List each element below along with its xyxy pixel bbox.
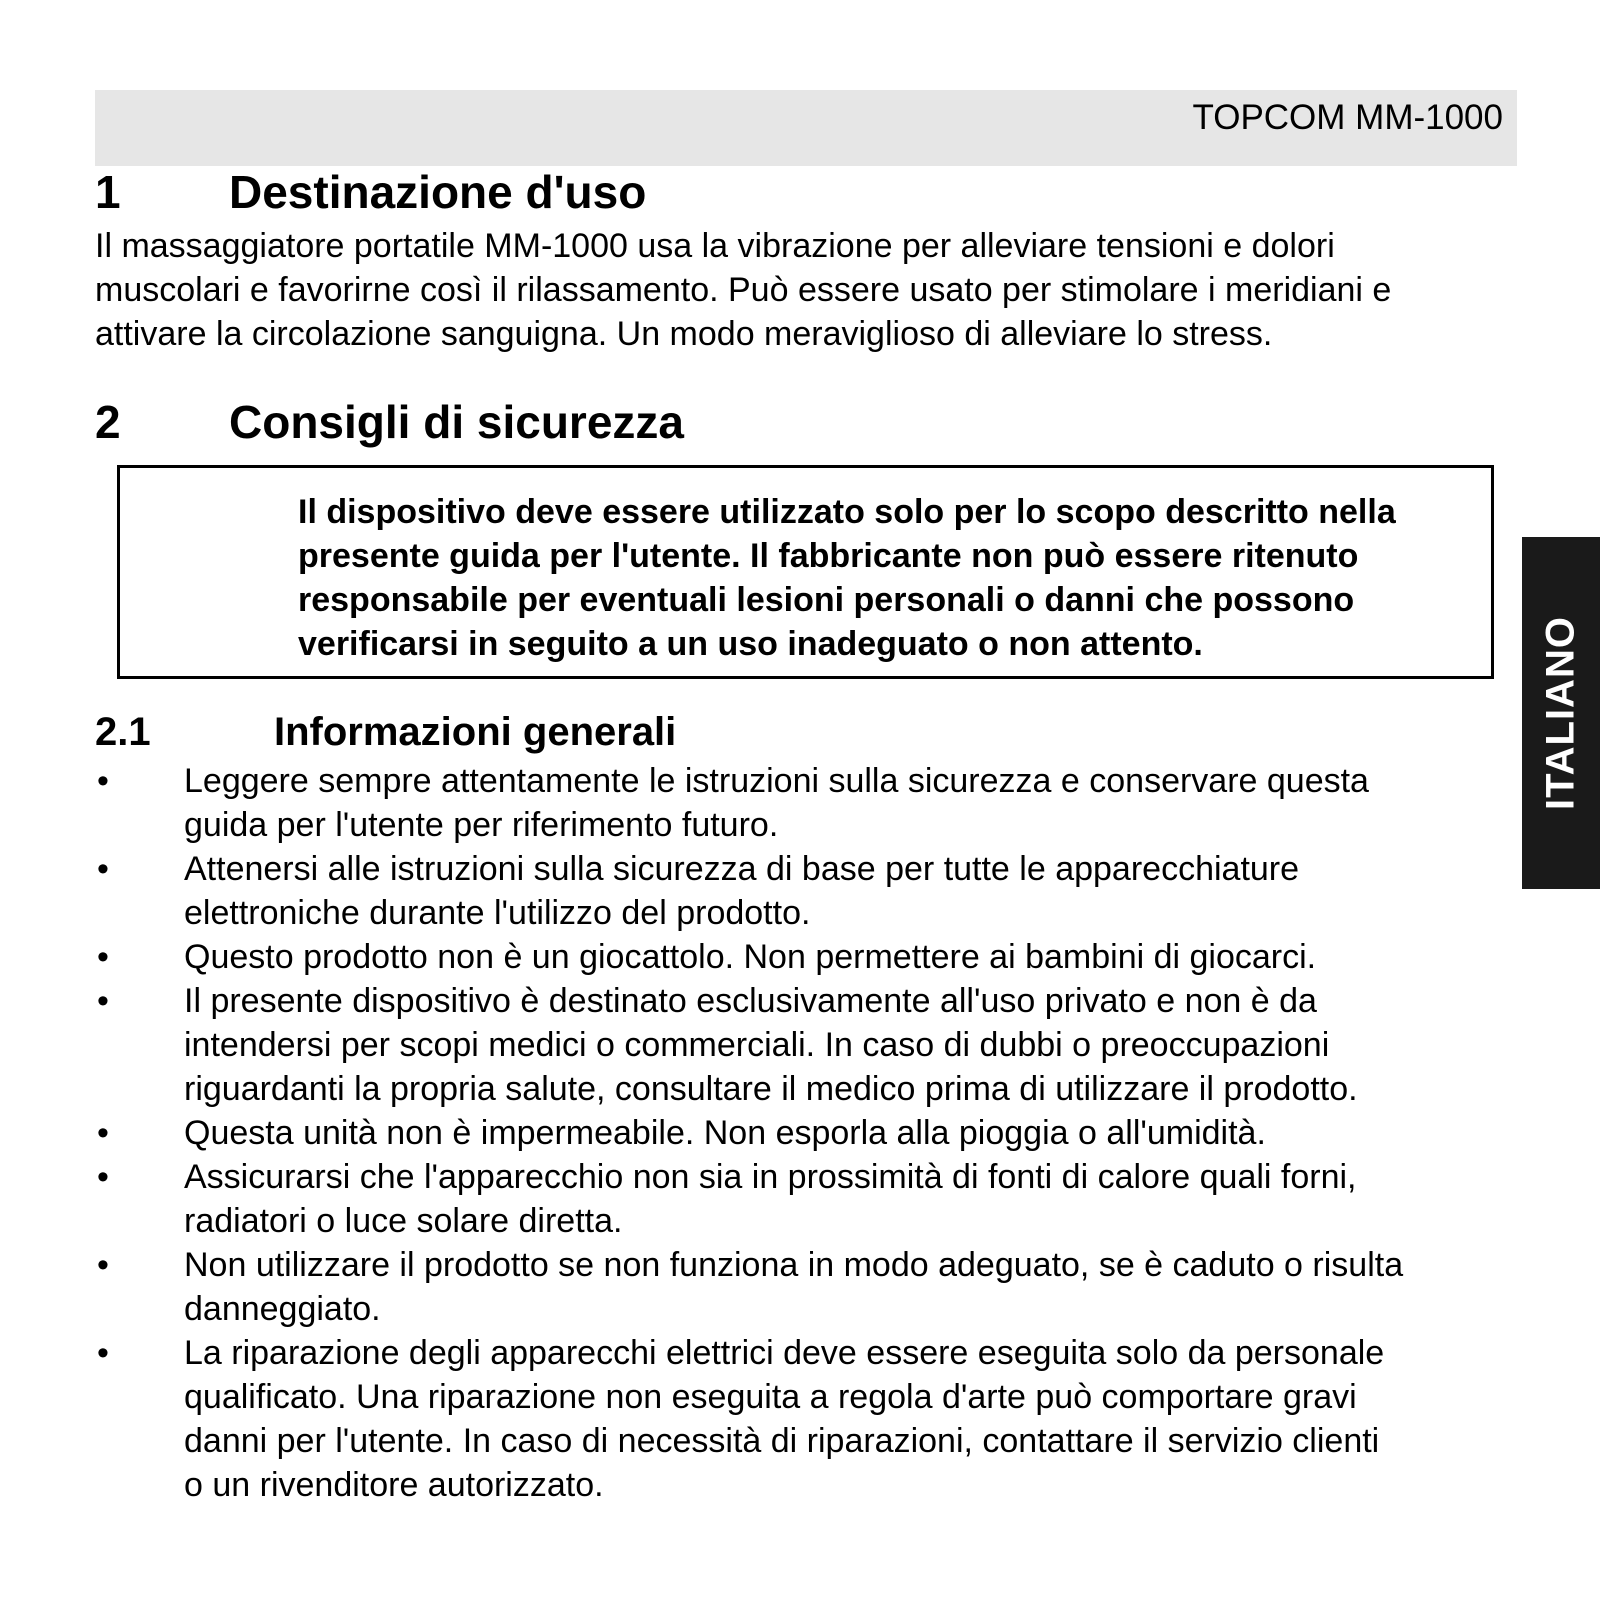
- bullet-icon: •: [97, 850, 109, 888]
- bullet-icon: •: [97, 1158, 109, 1196]
- list-item: [95, 1111, 1535, 1155]
- warning-line: presente guida per l'utente. Il fabbricante non può essere ritenuto: [298, 537, 1359, 575]
- safety-bullet-list: [95, 759, 1535, 1507]
- section-2-heading: [95, 396, 684, 448]
- list-item-line: Il presente dispositivo è destinato esclusivamente all'uso privato e non è da: [184, 982, 1317, 1020]
- warning-line: responsabile per eventuali lesioni personali o danni che possono: [298, 581, 1355, 619]
- list-item: [95, 935, 1535, 979]
- list-item-line: elettroniche durante l'utilizzo del prodotto.: [184, 894, 811, 932]
- paragraph-line: Il massaggiatore portatile MM-1000 usa la vibrazione per alleviare tensioni e dolori: [95, 227, 1335, 265]
- list-item-line: Assicurarsi che l'apparecchio non sia in prossimità di fonti di calore quali forni,: [184, 1158, 1357, 1196]
- list-item: [95, 759, 1535, 847]
- bullet-icon: •: [97, 1246, 109, 1284]
- paragraph-line: muscolari e favorirne così il rilassamento. Può essere usato per stimolare i meridiani e: [95, 271, 1392, 309]
- list-item-line: danni per l'utente. In caso di necessità di riparazioni, contattare il servizio clienti: [184, 1422, 1380, 1460]
- list-item-line: qualificato. Una riparazione non eseguita a regola d'arte può comportare gravi: [184, 1378, 1357, 1416]
- list-item: [95, 1155, 1535, 1243]
- list-item-line: guida per l'utente per riferimento futuro.: [184, 806, 779, 844]
- paragraph-line: attivare la circolazione sanguigna. Un modo meraviglioso di alleviare lo stress.: [95, 315, 1273, 353]
- warning-line: verificarsi in seguito a un uso inadeguato o non attento.: [298, 625, 1203, 663]
- warning-line: Il dispositivo deve essere utilizzato solo per lo scopo descritto nella: [298, 493, 1396, 531]
- list-item: [95, 1331, 1535, 1507]
- language-tab-label: ITALIANO: [1538, 616, 1583, 810]
- section-2-1-heading: [95, 708, 676, 756]
- list-item-line: Questo prodotto non è un giocattolo. Non permettere ai bambini di giocarci.: [184, 938, 1317, 976]
- bullet-icon: •: [97, 982, 109, 1020]
- list-item-line: o un rivenditore autorizzato.: [184, 1466, 604, 1504]
- bullet-icon: •: [97, 1334, 109, 1372]
- list-item-line: riguardanti la propria salute, consultare il medico prima di utilizzare il prodotto.: [184, 1070, 1358, 1108]
- section-2-title: Consigli di sicurezza: [229, 396, 684, 448]
- page-header: [95, 90, 1517, 166]
- list-item-line: Non utilizzare il prodotto se non funziona in modo adeguato, se è caduto o risulta: [184, 1246, 1404, 1284]
- list-item-line: intendersi per scopi medici o commerciali. In caso di dubbi o preoccupazioni: [184, 1026, 1330, 1064]
- section-1-title: Destinazione d'uso: [229, 166, 647, 218]
- list-item-line: radiatori o luce solare diretta.: [184, 1202, 623, 1240]
- list-item-line: Leggere sempre attentamente le istruzioni sulla sicurezza e conservare questa: [184, 762, 1369, 800]
- section-2-1-number: 2.1: [95, 710, 151, 754]
- warning-box: [117, 465, 1494, 679]
- bullet-icon: •: [97, 762, 109, 800]
- list-item: [95, 979, 1535, 1111]
- bullet-icon: •: [97, 938, 109, 976]
- product-model: TOPCOM MM-1000: [1192, 98, 1503, 137]
- section-2-number: 2: [95, 396, 121, 448]
- language-tab: [1522, 537, 1600, 889]
- bullet-icon: •: [97, 1114, 109, 1152]
- section-2-1-title: Informazioni generali: [274, 710, 677, 754]
- list-item: [95, 1243, 1535, 1331]
- warning-text: [298, 490, 1396, 666]
- list-item-line: La riparazione degli apparecchi elettrici deve essere eseguita solo da personale: [184, 1334, 1385, 1372]
- list-item: [95, 847, 1535, 935]
- list-item-line: danneggiato.: [184, 1290, 381, 1328]
- list-item-line: Questa unità non è impermeabile. Non esporla alla pioggia o all'umidità.: [184, 1114, 1266, 1152]
- list-item-line: Attenersi alle istruzioni sulla sicurezza di base per tutte le apparecchiature: [184, 850, 1300, 888]
- section-1-paragraph: [95, 224, 1535, 356]
- section-1-heading: [95, 166, 646, 218]
- section-1-number: 1: [95, 166, 121, 218]
